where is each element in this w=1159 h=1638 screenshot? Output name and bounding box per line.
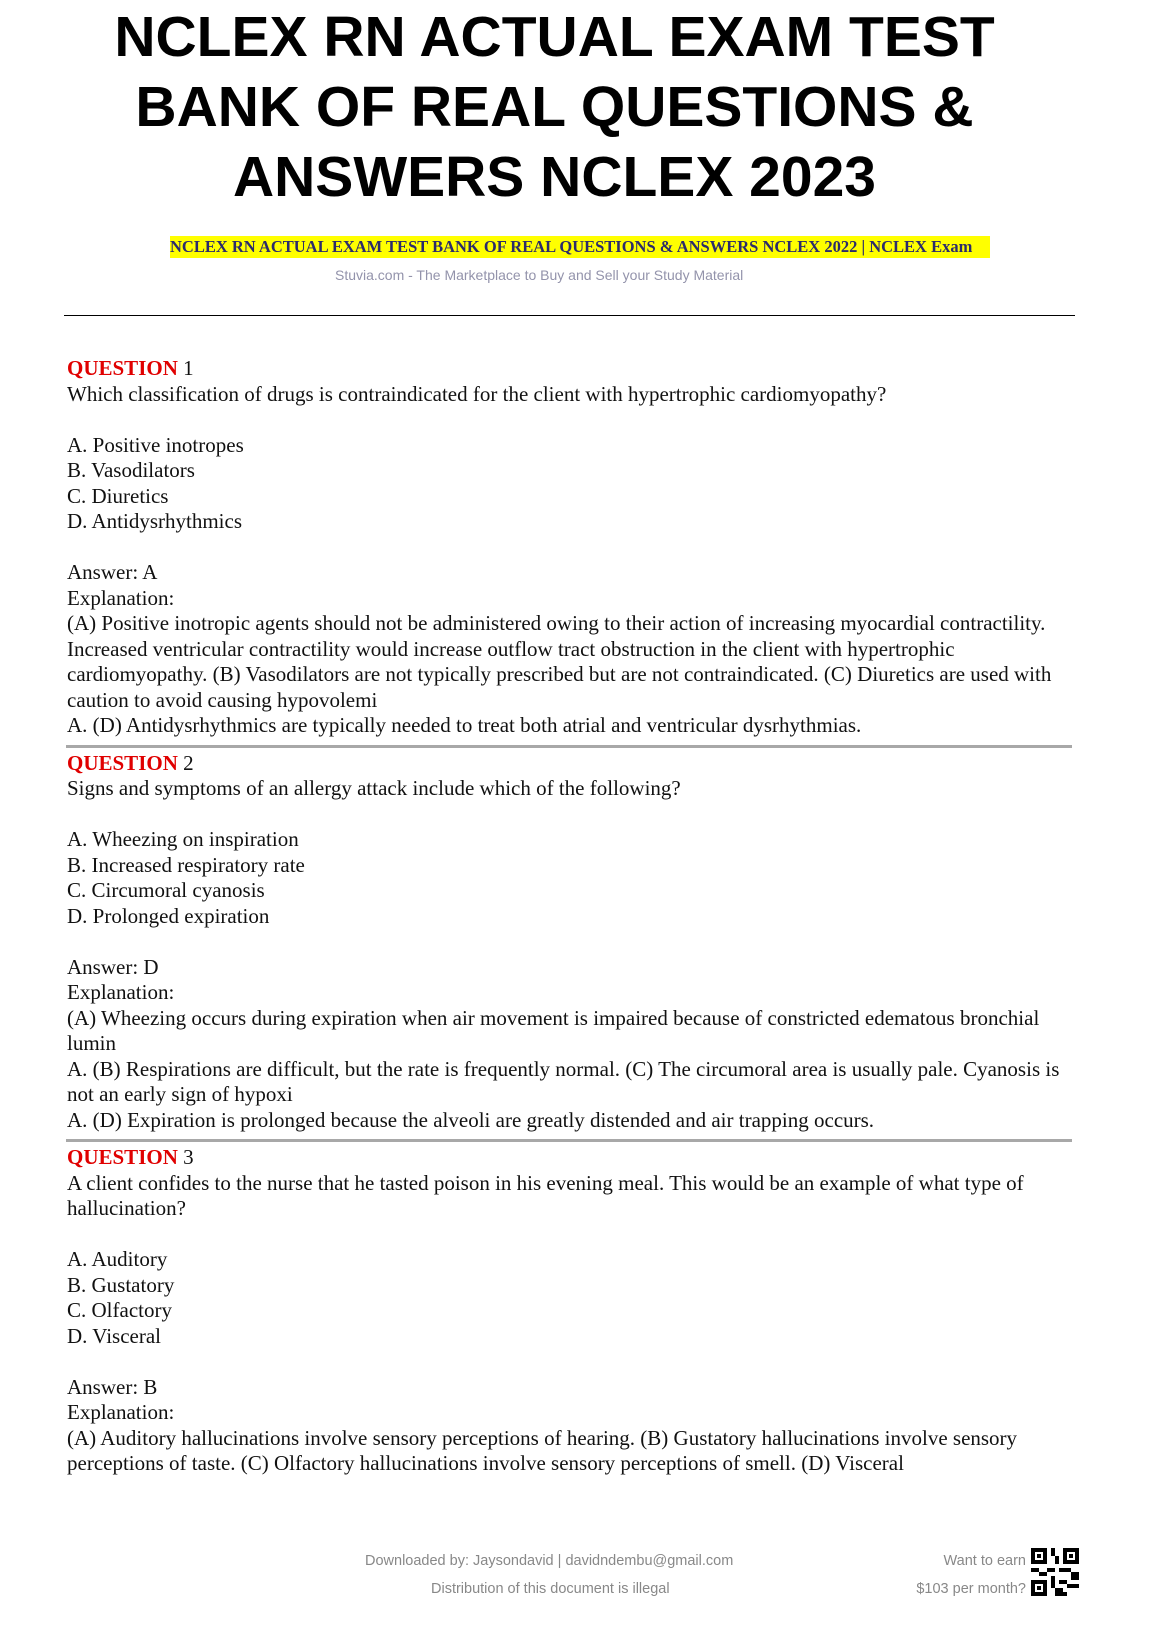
option: A. Wheezing on inspiration [67,827,299,851]
explanation-text: (A) Wheezing occurs during expiration when air movement is impaired because of constricted edematous bronchial lumin [67,1005,1040,1055]
explanation-label: Explanation: [67,980,175,1004]
watermark-text: Stuvia.com - The Marketplace to Buy and Sell your Study Material [335,267,744,283]
option: B. Vasodilators [67,458,195,482]
questions-content [67,356,1067,1477]
distribution-notice: Distribution of this document is illegal [431,1581,670,1597]
answer: Answer: B [67,1374,158,1399]
question-block [67,751,1067,1134]
highlighted-subtitle [170,236,990,258]
earn-promo-line2[interactable]: $103 per month? [916,1581,1026,1597]
question-label: QUESTION [67,1145,178,1169]
question-number: 1 [183,356,194,380]
option: C. Olfactory [67,1298,172,1322]
qr-code-icon[interactable] [1031,1548,1079,1596]
answer: Answer: D [67,954,159,979]
option: D. Antidysrhythmics [67,509,243,533]
question-number: 3 [183,1145,194,1169]
question-block [67,1145,1067,1477]
earn-promo-line1[interactable]: Want to earn [943,1553,1026,1569]
question-block [67,356,1067,739]
explanation-text: (A) Auditory hallucinations involve sensory perceptions of hearing. (B) Gustatory hallucinations involve sensory perceptions of taste. (C) Olfactory hallucinations involve sensory perceptions of smell. (D) Visceral [67,1425,1018,1475]
explanation-text: A. (D) Antidysrhythmics are typically needed to treat both atrial and ventricular dysrhythmias. [67,713,862,737]
explanation-text: A. (D) Expiration is prolonged because the alveoli are greatly distended and air trapping occurs. [67,1107,875,1132]
option: D. Prolonged expiration [67,903,270,928]
answer: Answer: A [67,560,158,584]
question-label: QUESTION [67,356,178,380]
title-line: BANK OF REAL QUESTIONS & [135,75,974,139]
question-label: QUESTION [67,750,178,775]
question-separator [66,1139,1072,1142]
option: B. Gustatory [67,1272,175,1297]
explanation-text: A. (B) Respirations are difficult, but the rate is frequently normal. (C) The circumoral area is usually pale. Cyanosis is not an early sign of hypoxi [67,1056,1060,1106]
option: C. Diuretics [67,483,169,508]
explanation-label: Explanation: [67,585,175,610]
question-number: 2 [183,750,194,775]
explanation-text: (A) Positive inotropic agents should not be administered owing to their action of increasing myocardial contractility. Increased ventricular contractility would increase outflow tract obstruction in the client with hypertrophic cardiomyopathy. (B) Vasodilators are not typically prescribed but are not contraindicated. (C) Diuretics are used with caution to avoid causing hypovolemi [67,611,1052,712]
option: C. Circumoral cyanosis [67,878,265,902]
divider [64,315,1075,316]
document-title [0,2,1109,212]
title-line: NCLEX RN ACTUAL EXAM TEST [114,5,995,69]
option: B. Increased respiratory rate [67,852,305,877]
explanation-label: Explanation: [67,1400,175,1424]
title-line: ANSWERS NCLEX 2023 [232,145,876,209]
downloaded-by-text: Downloaded by: Jaysondavid | davidndembu@gmail.com [365,1553,734,1569]
subtitle-text: NCLEX RN ACTUAL EXAM TEST BANK OF REAL QUESTIONS & ANSWERS NCLEX 2022 | NCLEX Exam [170,237,973,256]
question-text: Which classification of drugs is contraindicated for the client with hypertrophic cardiomyopathy? [67,381,887,406]
option: D. Visceral [67,1323,161,1348]
question-text: Signs and symptoms of an allergy attack include which of the following? [67,776,681,800]
question-separator [66,745,1072,748]
option: A. Positive inotropes [67,432,244,457]
option: A. Auditory [67,1247,168,1271]
question-text: A client confides to the nurse that he tasted poison in his evening meal. This would be an example of what type of hallucination? [67,1170,1024,1220]
